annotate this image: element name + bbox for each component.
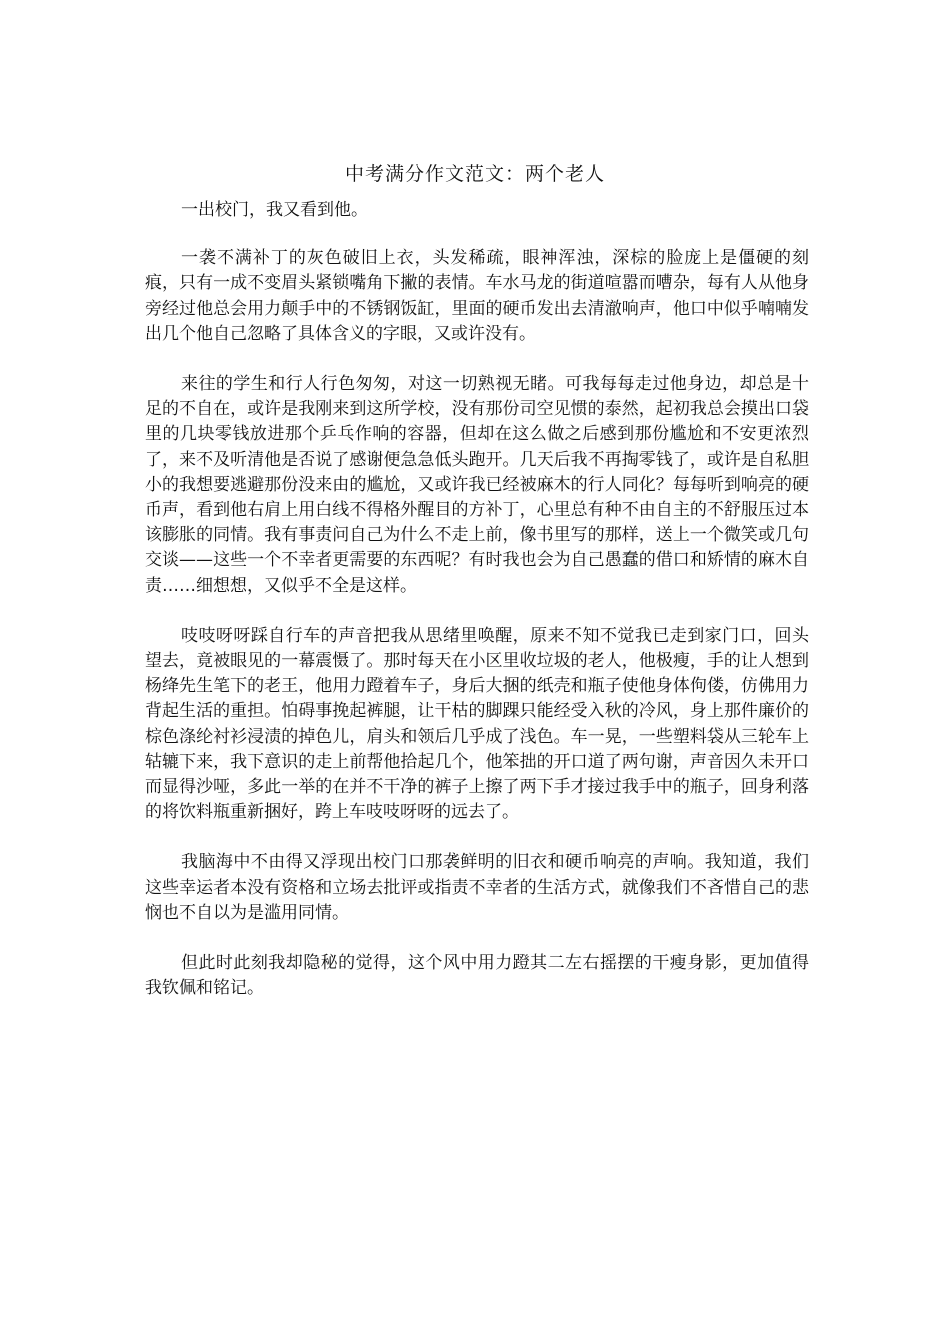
- paragraph: 来往的学生和行人行色匆匆，对这一切熟视无睹。可我每每走过他身边，却总是十足的不自在，或许是我刚来到这所学校，没有那份司空见惯的泰然，起初我总会摸出口袋里的几块零钱放进那个乒乓作响的容器，但却在这么做之后感到那份尴尬和不安更浓烈了，来不及听清他是否说了感谢便急急低头跑开。几天后我不再掏零钱了，或许是自私胆小的我想要逃避那份没来由的尴尬，又或许我已经被麻木的行人同化？每每听到响亮的硬币声，看到他右肩上用白线不得格外醒目的方补丁，心里总有种不由自主的不舒服压过本该膨胀的同情。我有事责问自己为什么不走上前，像书里写的那样，送上一个微笑或几句交谈——这些一个不幸者更需要的东西呢？有时我也会为自己愚蠢的借口和矫情的麻木自责……细想想，又似乎不全是这样。: [145, 374, 809, 596]
- paragraph: 吱吱呀呀踩自行车的声音把我从思绪里唤醒，原来不知不觉我已走到家门口，回头望去，竟被眼见的一幕震慑了。那时每天在小区里收垃圾的老人，他极瘦，手的让人想到杨绛先生笔下的老王，他用力蹬着车子，身后大捆的纸壳和瓶子使他身体佝偻，仿佛用力背起生活的重担。怕碍事挽起裤腿，让干枯的脚踝只能经受入秋的冷风，身上那件廉价的棕色涤纶衬衫浸渍的掉色儿，肩头和领后几乎成了浅色。车一晃，一些塑料袋从三轮车上轱辘下来，我下意识的走上前帮他拾起几个，他笨拙的开口道了两句谢，声音因久未开口而显得沙哑，多此一举的在并不干净的裤子上擦了两下手才接过我手中的瓶子，回身利落的将饮料瓶重新捆好，跨上车吱吱呀呀的远去了。: [145, 625, 809, 823]
- paragraph: 一袭不满补丁的灰色破旧上衣，头发稀疏，眼神浑浊，深棕的脸庞上是僵硬的刻痕，只有一成不变眉头紧锁嘴角下撇的表情。车水马龙的街道喧嚣而嘈杂，每有人从他身旁经过他总会用力颠手中的不锈钢饭缸，里面的硬币发出去清澈响声，他口中似乎喃喃发出几个他自己忽略了具体含义的字眼，又或许没有。: [145, 248, 809, 344]
- document-body: [145, 198, 809, 1026]
- document-title: 中考满分作文范文：两个老人: [344, 163, 605, 185]
- paragraph: 但此时此刻我却隐秘的觉得，这个风中用力蹬其二左右摇摆的干瘦身影，更加值得我钦佩和铭记。: [145, 953, 809, 999]
- paragraph: 一出校门，我又看到他。: [181, 200, 368, 220]
- paragraph: 我脑海中不由得又浮现出校门口那袭鲜明的旧衣和硬币响亮的声响。我知道，我们这些幸运者本没有资格和立场去批评或指责不幸者的生活方式，就像我们不吝惜自己的悲悯也不自以为是滥用同情。: [145, 852, 809, 923]
